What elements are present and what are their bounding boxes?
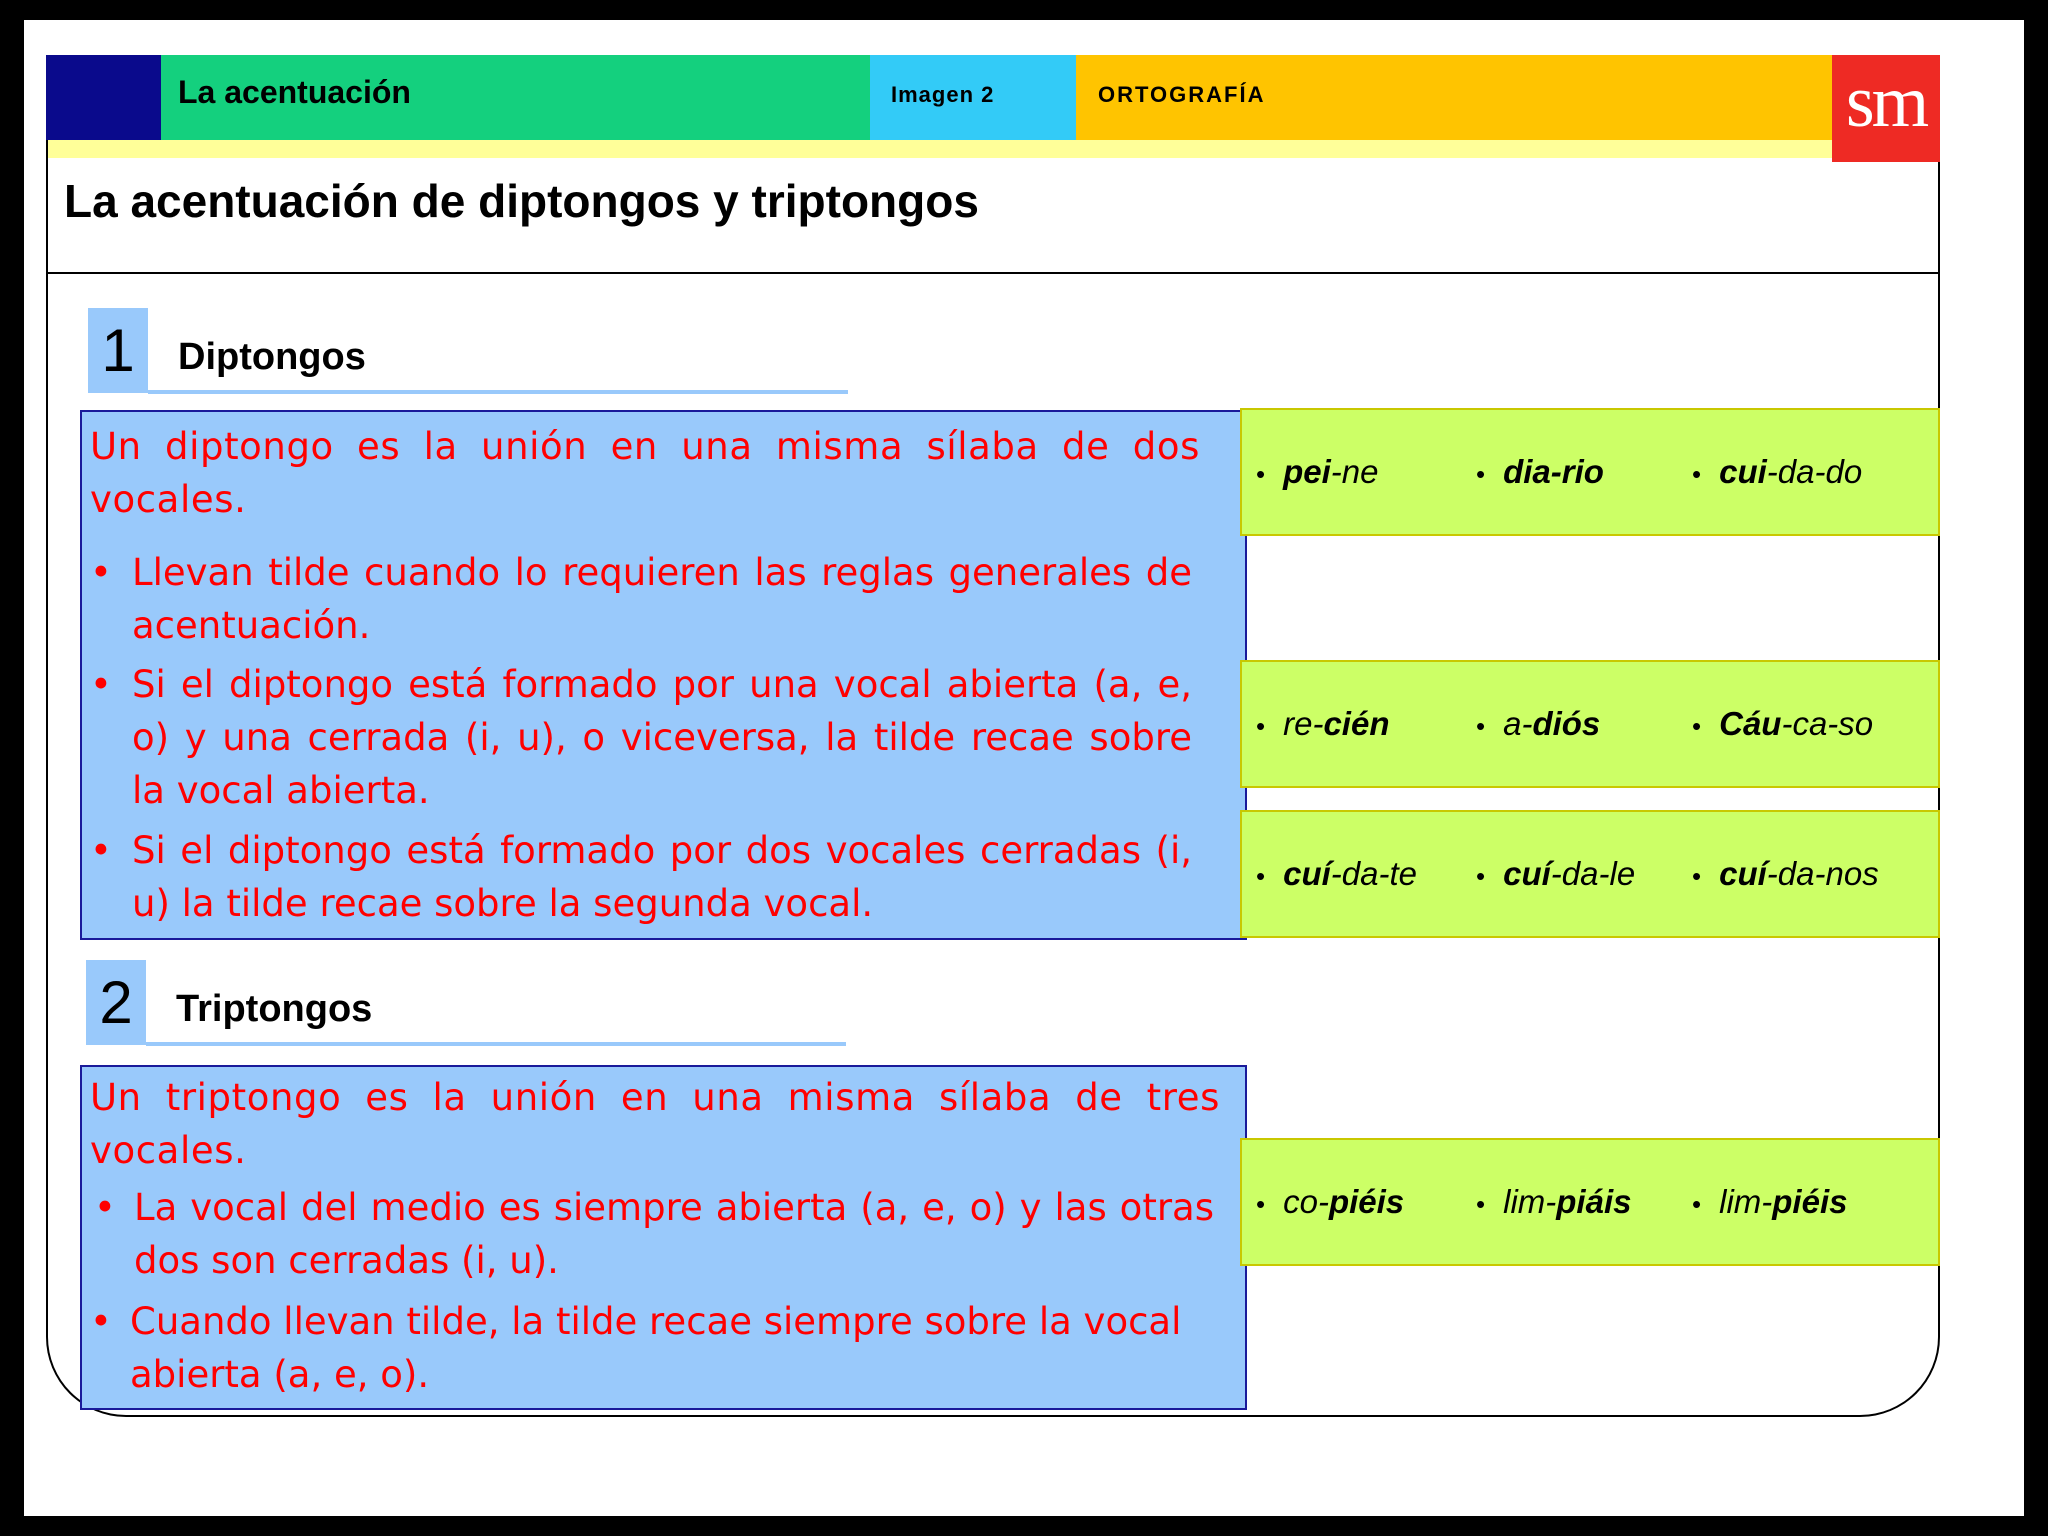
examples-row-4 (1240, 1138, 1940, 1266)
example-word: • cui-da-do (1692, 453, 1863, 490)
example-word: • pei-ne (1256, 453, 1379, 490)
section1-bullet-3: Si el diptongo está formado por dos vocales cerradas (i, u) la tilde recae sobre la segunda vocal. (132, 829, 1192, 925)
section2-title: Triptongos (176, 988, 373, 1030)
example-word: • dia-rio (1476, 453, 1604, 490)
section1-underline (148, 390, 848, 394)
bullet-dot: • (94, 1186, 116, 1229)
example-word: • lim-piáis (1476, 1183, 1632, 1220)
section1-number: 1 (88, 308, 148, 393)
examples-row-2 (1240, 660, 1940, 788)
header-section: ORTOGRAFÍA (1098, 82, 1266, 107)
section2-bullet-2: Cuando llevan tilde, la tilde recae siempre sobre la vocal abierta (a, e, o). (130, 1300, 1182, 1396)
example-word: • Cáu-ca-so (1692, 705, 1874, 742)
example-word: • cuí-da-nos (1692, 855, 1879, 892)
sm-logo: sm (1832, 55, 1940, 162)
bullet-dot: • (90, 1300, 112, 1343)
example-word: • cuí-da-te (1256, 855, 1418, 892)
header-image-label: Imagen 2 (891, 82, 995, 107)
bullet-dot: • (90, 551, 112, 594)
example-word: • co-piéis (1256, 1183, 1405, 1220)
page-title: La acentuación de diptongos y triptongos (64, 175, 979, 227)
section1-intro: Un diptongo es la unión en una misma sílaba de dos vocales. (90, 425, 1200, 521)
header-navy-block (46, 55, 161, 140)
bullet-dot: • (90, 829, 112, 872)
examples-row-3 (1240, 810, 1940, 938)
title-divider (46, 272, 1940, 274)
section2-intro: Un triptongo es la unión en una misma sílaba de tres vocales. (90, 1076, 1220, 1172)
section2-bullet-1: La vocal del medio es siempre abierta (a, e, o) y las otras dos son cerradas (i, u). (134, 1186, 1214, 1282)
section2-box (80, 1065, 1247, 1410)
section1-bullet-2: Si el diptongo está formado por una vocal abierta (a, e, o) y una cerrada (i, u), o viceversa, la tilde recae sobre la vocal abierta. (132, 663, 1192, 812)
header-yellow-strip (48, 140, 1866, 158)
bullet-dot: • (90, 663, 112, 706)
example-word: • a-diós (1476, 705, 1601, 742)
header-title: La acentuación (178, 74, 411, 110)
section1-title: Diptongos (178, 336, 366, 378)
example-word: • cuí-da-le (1476, 855, 1636, 892)
section1-bullet-1: Llevan tilde cuando lo requieren las reglas generales de acentuación. (132, 551, 1192, 647)
section2-number: 2 (86, 960, 146, 1045)
example-word: • lim-piéis (1692, 1183, 1848, 1220)
examples-row-1 (1240, 408, 1940, 536)
section1-box (80, 410, 1247, 940)
example-word: • re-cién (1256, 705, 1390, 742)
section2-underline (146, 1042, 846, 1046)
